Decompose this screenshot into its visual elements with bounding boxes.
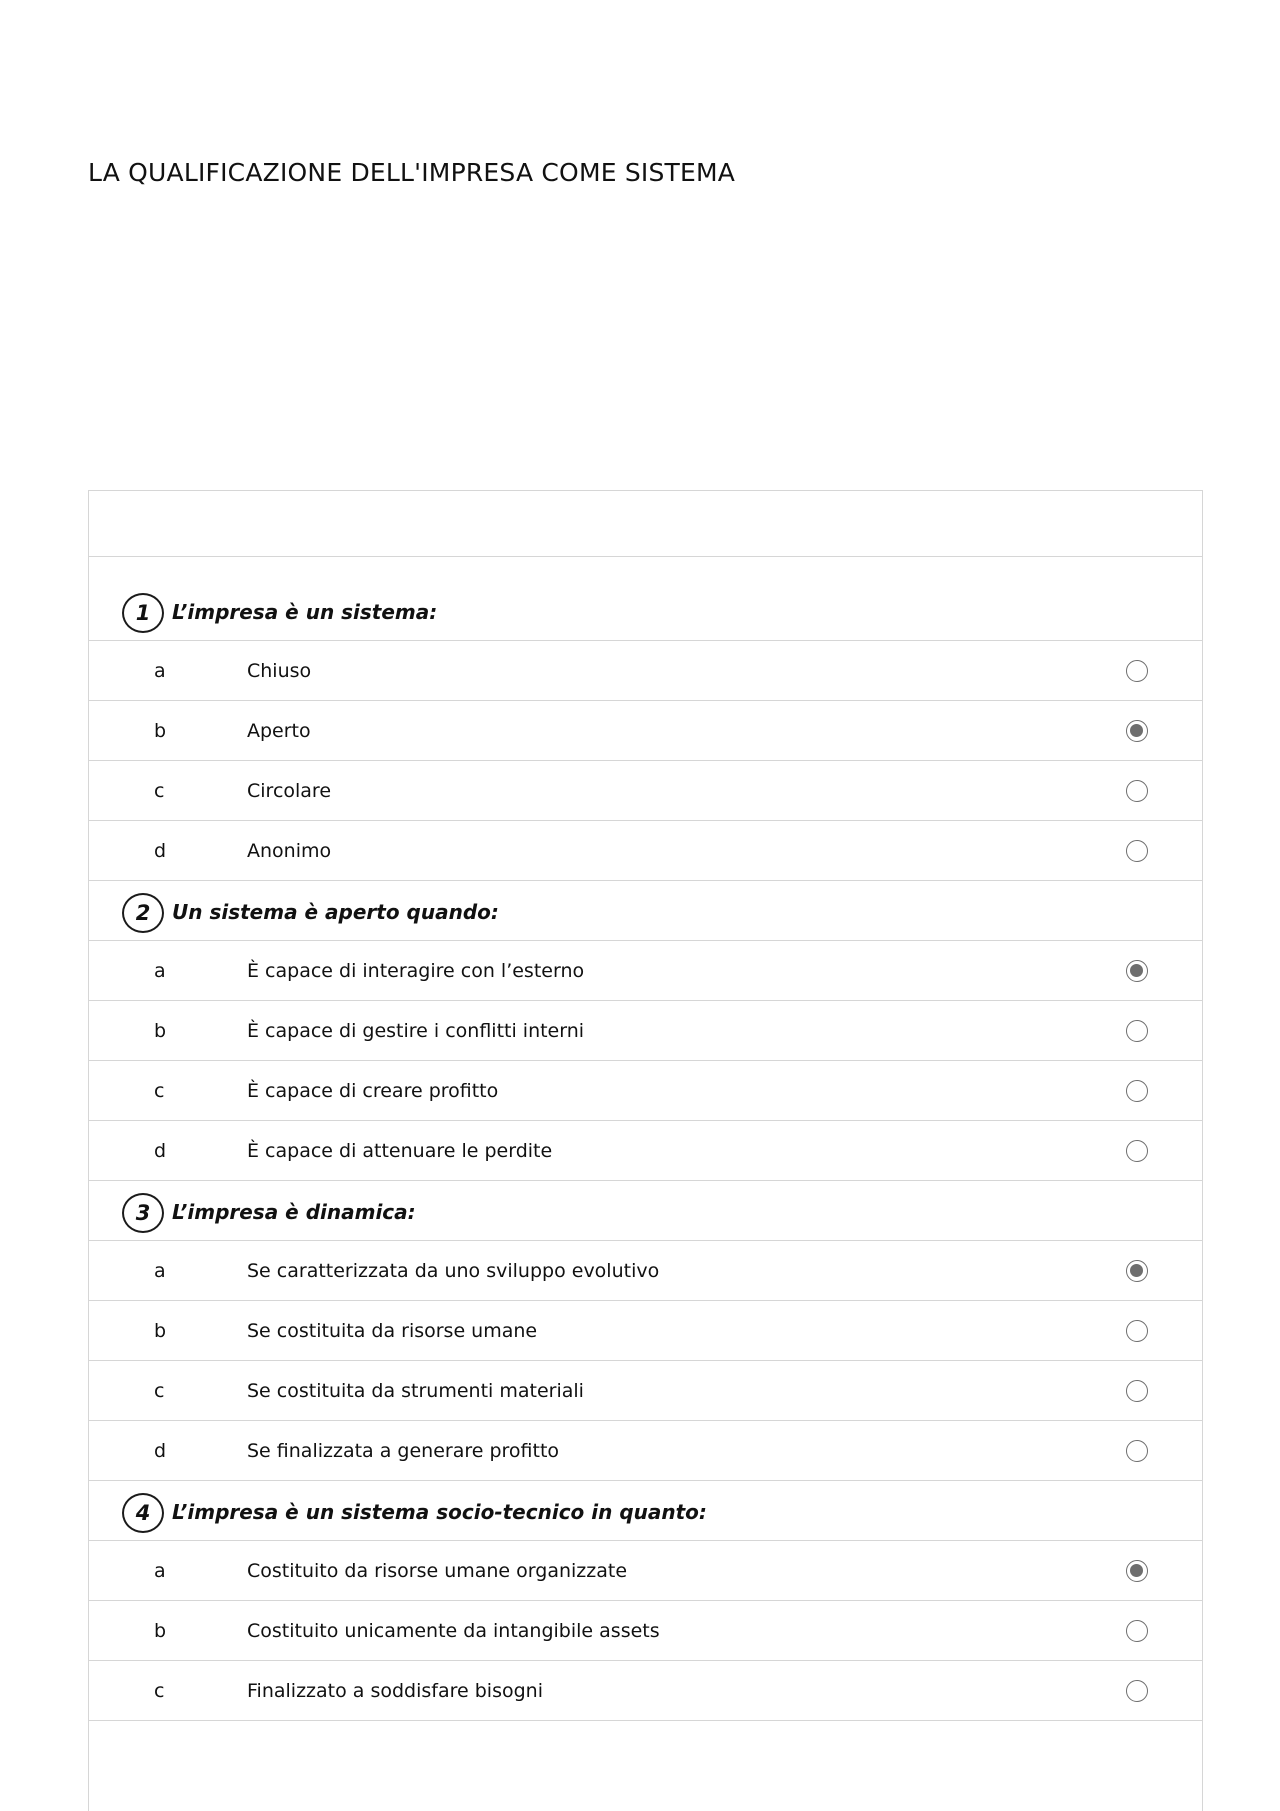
radio-button[interactable]: [1126, 1440, 1148, 1462]
answer-letter: c: [154, 779, 165, 802]
radio-button[interactable]: [1126, 720, 1148, 742]
answer-row[interactable]: [89, 1541, 1202, 1601]
answer-text: Costituito unicamente da intangibile assets: [247, 1619, 660, 1642]
radio-button[interactable]: [1126, 660, 1148, 682]
answer-text: Se caratterizzata da uno sviluppo evolutivo: [247, 1259, 660, 1282]
radio-button[interactable]: [1126, 1080, 1148, 1102]
radio-button[interactable]: [1126, 1620, 1148, 1642]
answer-letter: c: [154, 1079, 165, 1102]
radio-button[interactable]: [1126, 780, 1148, 802]
answer-text: Se costituita da strumenti materiali: [247, 1379, 584, 1402]
question-2: [89, 881, 1202, 941]
question-number-badge: 1: [122, 593, 164, 633]
answer-row[interactable]: [89, 1361, 1202, 1421]
answer-row[interactable]: [89, 1661, 1202, 1721]
answer-text: Chiuso: [247, 659, 312, 682]
answer-text: Finalizzato a soddisfare bisogni: [247, 1679, 543, 1702]
question-number-badge: 4: [122, 1493, 164, 1533]
answer-row[interactable]: [89, 1241, 1202, 1301]
question-4: [89, 1481, 1202, 1541]
answer-letter: d: [154, 1139, 167, 1162]
answer-letter: d: [154, 839, 167, 862]
answer-row[interactable]: [89, 1061, 1202, 1121]
question-text: L’impresa è un sistema socio-tecnico in quanto:: [172, 1500, 707, 1524]
radio-button[interactable]: [1126, 1020, 1148, 1042]
answer-letter: a: [154, 659, 166, 682]
answer-letter: c: [154, 1679, 165, 1702]
answer-text: Se costituita da risorse umane: [247, 1319, 538, 1342]
answer-text: È capace di interagire con l’esterno: [247, 959, 585, 982]
radio-button[interactable]: [1126, 840, 1148, 862]
answer-text: È capace di gestire i conflitti interni: [247, 1019, 585, 1042]
radio-button[interactable]: [1126, 1320, 1148, 1342]
quiz-card: [88, 490, 1203, 1811]
answer-text: Aperto: [247, 719, 311, 742]
answer-text: Circolare: [247, 779, 332, 802]
answer-row[interactable]: [89, 1601, 1202, 1661]
page-title: LA QUALIFICAZIONE DELL'IMPRESA COME SISTEMA: [88, 158, 736, 187]
radio-button[interactable]: [1126, 1380, 1148, 1402]
answer-row[interactable]: [89, 761, 1202, 821]
answer-letter: c: [154, 1379, 165, 1402]
answer-row[interactable]: [89, 821, 1202, 881]
answer-row[interactable]: [89, 641, 1202, 701]
answer-letter: a: [154, 959, 166, 982]
radio-button[interactable]: [1126, 1680, 1148, 1702]
answer-text: Costituito da risorse umane organizzate: [247, 1559, 628, 1582]
radio-button[interactable]: [1126, 1140, 1148, 1162]
answer-letter: b: [154, 1319, 167, 1342]
answer-letter: b: [154, 1019, 167, 1042]
radio-button[interactable]: [1126, 1560, 1148, 1582]
answer-text: È capace di creare profitto: [247, 1079, 499, 1102]
answer-row[interactable]: [89, 1001, 1202, 1061]
answer-letter: b: [154, 719, 167, 742]
answer-row[interactable]: [89, 701, 1202, 761]
answer-row[interactable]: [89, 1421, 1202, 1481]
question-text: L’impresa è dinamica:: [172, 1200, 416, 1224]
question-number-badge: 2: [122, 893, 164, 933]
answer-text: Se finalizzata a generare profitto: [247, 1439, 560, 1462]
answer-row[interactable]: [89, 941, 1202, 1001]
card-header: [89, 491, 1202, 557]
question-text: L’impresa è un sistema:: [172, 600, 438, 624]
answer-text: Anonimo: [247, 839, 332, 862]
answer-row[interactable]: [89, 1301, 1202, 1361]
answer-text: È capace di attenuare le perdite: [247, 1139, 553, 1162]
answer-letter: a: [154, 1259, 166, 1282]
answer-row[interactable]: [89, 1121, 1202, 1181]
answer-letter: d: [154, 1439, 167, 1462]
question-3: [89, 1181, 1202, 1241]
answer-letter: b: [154, 1619, 167, 1642]
question-1: [89, 557, 1202, 641]
question-number-badge: 3: [122, 1193, 164, 1233]
answer-letter: a: [154, 1559, 166, 1582]
question-text: Un sistema è aperto quando:: [172, 900, 499, 924]
radio-button[interactable]: [1126, 960, 1148, 982]
radio-button[interactable]: [1126, 1260, 1148, 1282]
